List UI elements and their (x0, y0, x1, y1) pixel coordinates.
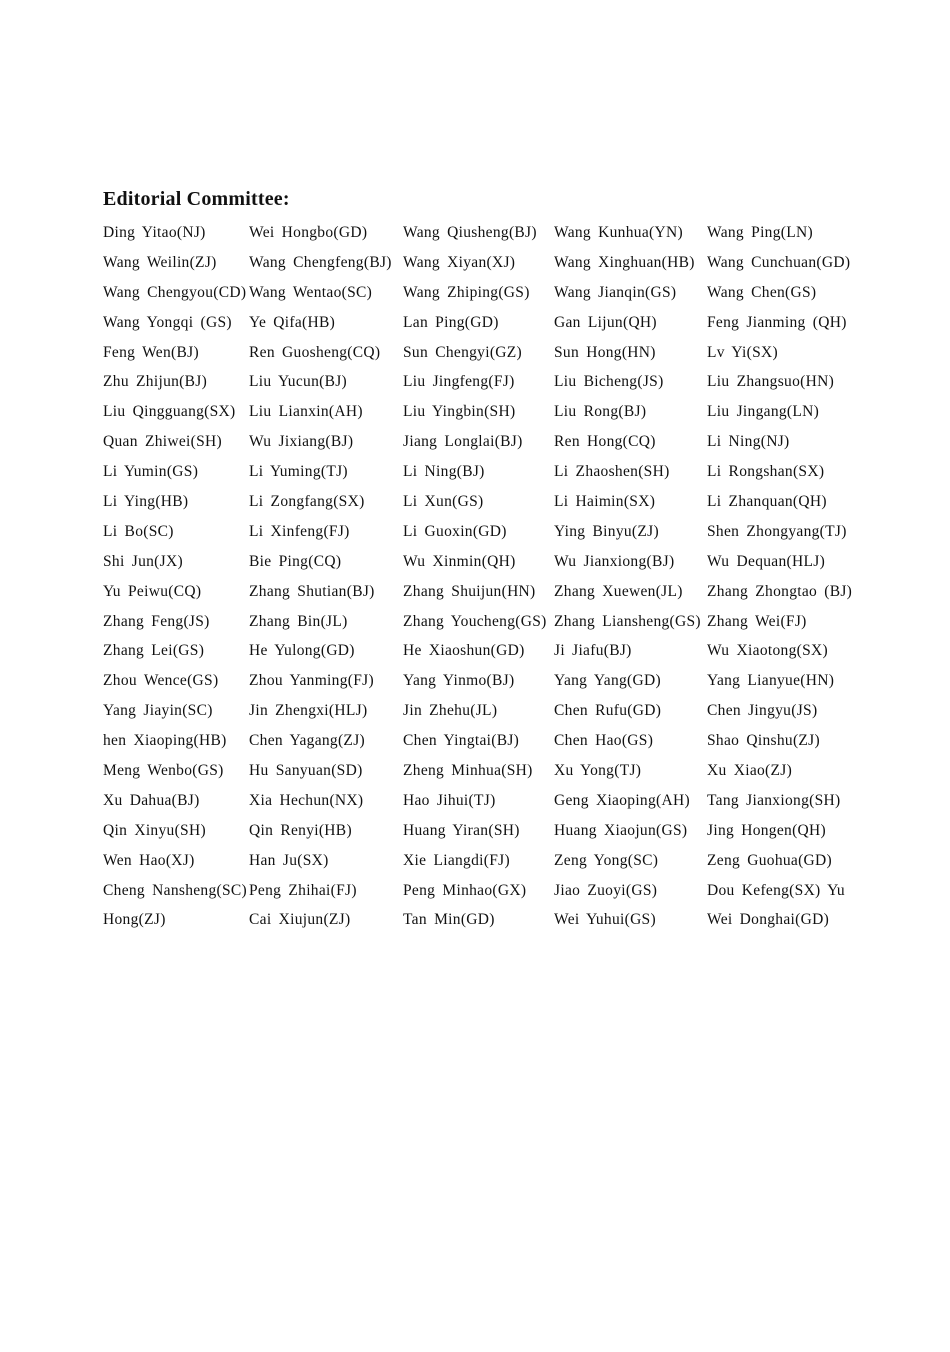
member-name: Chen Rufu(GD) (554, 702, 662, 720)
member-row (103, 850, 863, 880)
member-name: Ying Binyu(ZJ) (554, 522, 659, 540)
member-name: Zhang Lei(GS) (103, 642, 205, 660)
member-name: Zeng Yong(SC) (554, 851, 659, 869)
member-name: Li Bo(SC) (103, 522, 174, 540)
member-name: Li Ning(BJ) (403, 463, 485, 481)
member-name: Chen Yingtai(BJ) (403, 732, 520, 750)
member-name: Qin Xinyu(SH) (103, 821, 206, 839)
member-name: He Xiaoshun(GD) (403, 642, 525, 660)
member-name: Lv Yi(SX) (707, 343, 778, 361)
member-name: Zhang Wei(FJ) (707, 612, 807, 630)
member-name: Tang Jianxiong(SH) (707, 791, 841, 809)
member-name: Li Ning(NJ) (707, 433, 790, 451)
member-name: Ji Jiafu(BJ) (554, 642, 632, 660)
member-name: Wu Dequan(HLJ) (707, 552, 826, 570)
member-name: Wei Hongbo(GD) (249, 224, 368, 241)
member-name: Zeng Guohua(GD) (707, 851, 833, 869)
member-name: Wang Qiusheng(BJ) (403, 224, 537, 241)
member-name: Wang Zhiping(GS) (403, 283, 530, 301)
member-name: Peng Zhihai(FJ) (249, 881, 357, 899)
member-name: Wei Donghai(GD) (707, 911, 830, 929)
member-name: Zhang Feng(JS) (103, 612, 210, 630)
member-name: Liu Yucun(BJ) (249, 373, 348, 391)
member-name: Ren Hong(CQ) (554, 433, 656, 451)
member-name: Wang Yongqi (GS) (103, 313, 232, 331)
member-name: Wang Weilin(ZJ) (103, 253, 217, 271)
member-row (103, 700, 863, 730)
member-row (103, 431, 863, 461)
member-name: Shen Zhongyang(TJ) (707, 522, 847, 540)
member-row (103, 790, 863, 820)
member-name: Zhang Liansheng(GS) (554, 612, 701, 630)
member-name: Li Xun(GS) (403, 493, 484, 511)
member-row (103, 730, 863, 760)
member-name: Liu Bicheng(JS) (554, 373, 664, 391)
member-row (103, 760, 863, 790)
member-name: Feng Jianming (QH) (707, 313, 847, 331)
member-name: Han Ju(SX) (249, 851, 329, 869)
member-name: Wu Jixiang(BJ) (249, 433, 354, 451)
member-name: Wang Wentao(SC) (249, 283, 373, 301)
member-name: Wang Xinghuan(HB) (554, 253, 695, 271)
member-name: Cheng Nansheng(SC) (103, 881, 248, 899)
member-name: Zhang Zhongtao (BJ) (707, 582, 853, 600)
member-name: Wang Cunchuan(GD) (707, 253, 851, 271)
member-name: Yang Yinmo(BJ) (403, 672, 515, 690)
member-name: hen Xiaoping(HB) (103, 732, 227, 750)
member-name: Shi Jun(JX) (103, 552, 183, 570)
member-name: Peng Minhao(GX) (403, 881, 527, 899)
member-name: Hu Sanyuan(SD) (249, 762, 363, 780)
member-row (103, 312, 863, 342)
member-name: Zhou Wence(GS) (103, 672, 219, 690)
member-row (103, 252, 863, 282)
member-name: Tan Min(GD) (403, 911, 495, 929)
member-name: Hao Jihui(TJ) (403, 791, 496, 809)
committee-heading: Editorial Committee: (103, 188, 290, 210)
member-name: Wu Jianxiong(BJ) (554, 552, 675, 570)
member-name: Wei Yuhui(GS) (554, 911, 656, 929)
member-name: Liu Jingang(LN) (707, 403, 820, 421)
member-name: Wang Xiyan(XJ) (403, 253, 516, 271)
member-name: Liu Zhangsuo(HN) (707, 373, 835, 391)
member-name: Liu Yingbin(SH) (403, 403, 516, 421)
member-name: Li Xinfeng(FJ) (249, 522, 350, 540)
member-name: Qin Renyi(HB) (249, 821, 352, 839)
member-name: He Yulong(GD) (249, 642, 355, 660)
member-name: Wang Jianqin(GS) (554, 283, 677, 301)
member-row (103, 282, 863, 312)
member-name: Zhang Shutian(BJ) (249, 582, 375, 600)
member-name: Liu Qingguang(SX) (103, 403, 236, 421)
member-name: Feng Wen(BJ) (103, 343, 199, 361)
member-name: Xu Dahua(BJ) (103, 791, 200, 809)
member-name: Zhang Bin(JL) (249, 612, 348, 630)
member-name: Wang Chengfeng(BJ) (249, 253, 392, 271)
member-name: Xu Yong(TJ) (554, 762, 642, 780)
member-name: Yang Lianyue(HN) (707, 672, 835, 690)
member-name: Bie Ping(CQ) (249, 552, 342, 570)
member-name: Yang Jiayin(SC) (103, 702, 213, 720)
member-name: Li Zongfang(SX) (249, 493, 365, 511)
member-name: Huang Xiaojun(GS) (554, 821, 688, 839)
member-name: Meng Wenbo(GS) (103, 762, 224, 780)
member-name: Wu Xinmin(QH) (403, 552, 516, 570)
member-row (103, 820, 863, 850)
member-name: Wang Ping(LN) (707, 224, 813, 241)
member-name: Jing Hongen(QH) (707, 821, 826, 839)
member-name: Wang Kunhua(YN) (554, 224, 683, 241)
member-name: Jiang Longlai(BJ) (403, 433, 523, 451)
member-row (103, 581, 863, 611)
member-name: Zheng Minhua(SH) (403, 762, 533, 780)
member-name: Jin Zhengxi(HLJ) (249, 702, 368, 720)
member-row (103, 222, 863, 252)
member-name: Geng Xiaoping(AH) (554, 791, 690, 809)
member-name: Yu Peiwu(CQ) (103, 582, 202, 600)
member-name: Yang Yang(GD) (554, 672, 661, 690)
member-row (103, 371, 863, 401)
member-name: Cai Xiujun(ZJ) (249, 911, 351, 929)
member-name: Jin Zhehu(JL) (403, 702, 498, 720)
member-row (103, 909, 863, 939)
member-name: Wu Xiaotong(SX) (707, 642, 828, 660)
member-name: Zhu Zhijun(BJ) (103, 373, 208, 391)
committee-member-list (103, 222, 863, 939)
member-row (103, 670, 863, 700)
member-name: Zhang Youcheng(GS) (403, 612, 547, 630)
member-name: Hong(ZJ) (103, 911, 166, 929)
member-row (103, 491, 863, 521)
member-name: Gan Lijun(QH) (554, 313, 657, 331)
member-name: Li Haimin(SX) (554, 493, 656, 511)
member-name: Li Zhanquan(QH) (707, 493, 827, 511)
member-name: Wang Chengyou(CD) (103, 283, 247, 301)
member-name: Zhang Xuewen(JL) (554, 582, 683, 600)
member-row (103, 342, 863, 372)
member-row (103, 521, 863, 551)
member-name: Xu Xiao(ZJ) (707, 762, 793, 780)
member-name: Sun Hong(HN) (554, 343, 656, 361)
member-name: Li Yuming(TJ) (249, 463, 348, 481)
member-name: Sun Chengyi(GZ) (403, 343, 523, 361)
member-name: Ding Yitao(NJ) (103, 224, 206, 241)
member-name: Jiao Zuoyi(GS) (554, 881, 658, 899)
member-name: Liu Lianxin(AH) (249, 403, 363, 421)
member-name: Li Rongshan(SX) (707, 463, 825, 481)
member-name: Ye Qifa(HB) (249, 313, 336, 331)
member-name: Chen Jingyu(JS) (707, 702, 818, 720)
member-row (103, 551, 863, 581)
member-name: Huang Yiran(SH) (403, 821, 520, 839)
member-name: Shao Qinshu(ZJ) (707, 732, 820, 750)
member-name: Chen Yagang(ZJ) (249, 732, 365, 750)
member-name: Zhou Yanming(FJ) (249, 672, 374, 690)
member-name: Xie Liangdi(FJ) (403, 851, 510, 869)
member-row (103, 401, 863, 431)
member-name: Zhang Shuijun(HN) (403, 582, 536, 600)
member-name: Chen Hao(GS) (554, 732, 654, 750)
member-name: Quan Zhiwei(SH) (103, 433, 222, 451)
member-name: Wen Hao(XJ) (103, 851, 195, 869)
member-name: Li Zhaoshen(SH) (554, 463, 670, 481)
member-row (103, 640, 863, 670)
member-name: Li Ying(HB) (103, 493, 189, 511)
member-row (103, 461, 863, 491)
member-row (103, 880, 863, 910)
member-row (103, 611, 863, 641)
member-name: Ren Guosheng(CQ) (249, 343, 381, 361)
member-name: Lan Ping(GD) (403, 313, 499, 331)
member-name: Liu Rong(BJ) (554, 403, 647, 421)
member-name: Li Yumin(GS) (103, 463, 199, 481)
member-name: Liu Jingfeng(FJ) (403, 373, 515, 391)
member-name: Li Guoxin(GD) (403, 522, 507, 540)
member-name: Dou Kefeng(SX) Yu (707, 881, 845, 899)
member-name: Xia Hechun(NX) (249, 791, 364, 809)
member-name: Wang Chen(GS) (707, 283, 817, 301)
